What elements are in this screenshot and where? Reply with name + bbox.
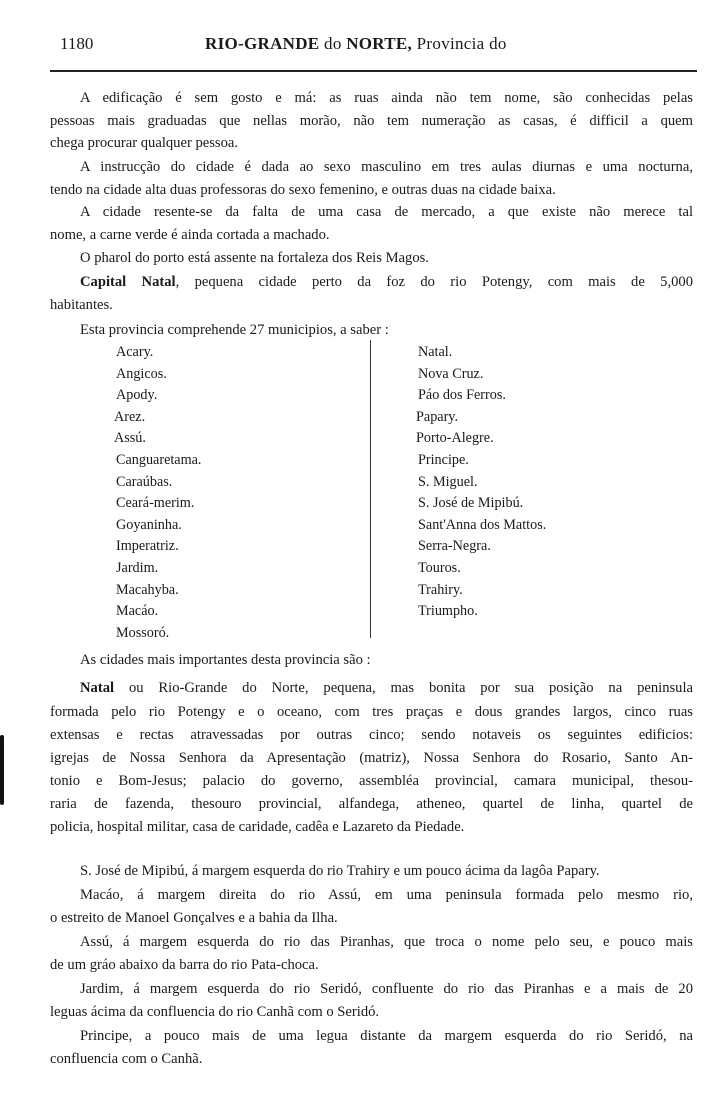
municipio-item: Arez. xyxy=(114,408,146,425)
municipio-item: Papary. xyxy=(416,408,459,425)
line-text: habitantes. xyxy=(50,297,113,313)
municipio-item: Imperatriz. xyxy=(116,538,179,555)
line-text: de um gráo abaixo da barra do rio Pata-choca. xyxy=(50,957,319,973)
text-line xyxy=(50,955,693,975)
text-line xyxy=(50,111,693,131)
text-line xyxy=(80,248,693,268)
line-text: Assú, á margem esquerda do rio das Piranhas, que troca o nome pelo seu, e pouco mais xyxy=(80,934,693,950)
line-text: policia, hospital militar, casa de caridade, cadêa e Lazareto da Piedade. xyxy=(50,819,465,835)
municipio-item: Páo dos Ferros. xyxy=(418,387,506,404)
line-text: confluencia com o Canhã. xyxy=(50,1051,203,1067)
municipio-item: Apody. xyxy=(116,387,158,404)
line-text: o estreito de Manoel Gonçalves e a bahia da Ilha. xyxy=(50,910,338,926)
text-line xyxy=(80,650,693,670)
column-divider xyxy=(370,340,371,638)
text-line xyxy=(50,748,693,768)
line-text: Esta provincia comprehende 27 municipios, a saber : xyxy=(80,322,389,338)
text-line xyxy=(80,88,693,108)
header-title-small: do xyxy=(324,34,342,53)
line-text: raria de fazenda, thesouro provincial, alfandega, atheneo, quartel de linha, quartel de xyxy=(50,796,693,812)
municipio-item: Principe. xyxy=(418,452,469,468)
municipio-item: Nova Cruz. xyxy=(418,365,484,382)
municipio-item: Macáo. xyxy=(116,603,159,620)
bold-term: Capital Natal xyxy=(80,274,176,290)
header-title-bold: RIO-GRANDE xyxy=(205,34,320,53)
line-text: tendo na cidade alta duas professoras do sexo femenino, e outras duas na cidade baixa. xyxy=(50,182,556,198)
municipio-item: Mossoró. xyxy=(116,624,170,641)
municipio-item: Porto-Alegre. xyxy=(416,430,494,447)
municipio-item: Sant'Anna dos Mattos. xyxy=(418,516,547,533)
municipio-item: Triumpho. xyxy=(418,603,478,620)
text-line xyxy=(80,678,693,698)
text-line xyxy=(80,272,693,292)
line-text: S. José de Mipibú, á margem esquerda do rio Trahiry e um pouco ácima da lagôa Papary. xyxy=(80,863,600,879)
line-text: ou Rio-Grande do Norte, pequena, mas bonita por sua posição na peninsula xyxy=(114,680,693,696)
municipio-item: Touros. xyxy=(418,560,461,576)
line-text: nome, a carne verde é ainda cortada a machado. xyxy=(50,227,330,243)
line-text: A edificação é sem gosto e má: as ruas ainda não tem nome, são conhecidas pelas xyxy=(80,90,693,106)
municipio-item: S. Miguel. xyxy=(418,473,478,490)
text-line xyxy=(50,295,693,315)
line-text: A cidade resente-se da falta de uma casa de mercado, a que existe não merece tal xyxy=(80,204,693,220)
municipio-item: Canguaretama. xyxy=(116,452,202,468)
line-text: tonio e Bom-Jesus; palacio do governo, assembléa provincial, camara municipal, thesou- xyxy=(50,773,693,789)
text-line xyxy=(50,225,693,245)
line-text: igrejas de Nossa Senhora da Apresentação (matriz), Nossa Senhora do Rosario, Santo An- xyxy=(50,750,693,766)
line-text: , pequena cidade perto da foz do rio Potengy, com mais de 5,000 xyxy=(175,274,693,290)
text-line xyxy=(50,908,693,928)
line-text: Macáo, á margem direita do rio Assú, em uma peninsula formada pelo mesmo rio, xyxy=(80,887,693,903)
text-line xyxy=(50,771,693,791)
text-line xyxy=(80,861,693,881)
text-line xyxy=(50,133,693,153)
text-line xyxy=(50,725,693,745)
running-header xyxy=(205,34,507,54)
municipio-item: Assú. xyxy=(114,430,146,447)
municipio-item: Acary. xyxy=(116,344,154,360)
line-text: O pharol do porto está assente na fortaleza dos Reis Magos. xyxy=(80,250,429,266)
text-line xyxy=(50,180,693,200)
line-text: leguas ácima da confluencia do rio Canhã com o Seridó. xyxy=(50,1004,380,1020)
municipio-item: Angicos. xyxy=(116,365,167,382)
text-line xyxy=(80,885,693,905)
header-rule xyxy=(50,70,697,72)
municipio-item: Trahiry. xyxy=(418,581,463,598)
text-line xyxy=(50,794,693,814)
line-text: pessoas mais graduadas que nellas morão, não tem numeração as casas, é difficil a quem xyxy=(50,113,693,129)
line-text: Principe, a pouco mais de uma legua distante da margem esquerda do rio Seridó, na xyxy=(80,1028,693,1044)
text-line xyxy=(80,202,693,222)
municipio-item: Jardim. xyxy=(116,560,159,576)
text-line xyxy=(50,817,693,837)
municipio-item: Ceará-merim. xyxy=(116,495,195,512)
binding-mark xyxy=(0,735,4,805)
line-text: formada pelo rio Potengy e o oceano, com tres praças e dous grandes largos, cinco ruas xyxy=(50,704,693,720)
municipio-item: Caraúbas. xyxy=(116,473,173,490)
municipio-item: Macahyba. xyxy=(116,581,179,598)
text-line xyxy=(80,979,693,999)
line-text: A instrucção do cidade é dada ao sexo masculino em tres aulas diurnas e uma nocturna, xyxy=(80,159,693,175)
text-line xyxy=(50,702,693,722)
line-text: chega procurar qualquer pessoa. xyxy=(50,135,239,151)
header-title-bold-2: NORTE, xyxy=(346,34,413,53)
text-line xyxy=(80,157,693,177)
municipio-item: Natal. xyxy=(418,344,453,360)
text-line xyxy=(50,1002,693,1022)
line-text: As cidades mais importantes desta provincia são : xyxy=(80,652,371,668)
municipio-item: Goyaninha. xyxy=(116,516,182,533)
text-line xyxy=(80,932,693,952)
text-line xyxy=(50,1049,693,1069)
line-text: Jardim, á margem esquerda do rio Seridó, confluente do rio das Piranhas e a mais de 20 xyxy=(80,981,693,997)
line-text: extensas e rectas atravessadas por outras cinco; sendo notaveis os seguintes edificios: xyxy=(50,727,693,743)
text-line xyxy=(80,1026,693,1046)
bold-term: Natal xyxy=(80,680,115,696)
header-title-rest: Provincia do xyxy=(416,34,507,53)
municipio-item: S. José de Mipibú. xyxy=(418,495,524,512)
text-line xyxy=(80,320,693,340)
page-number: 1180 xyxy=(60,34,94,53)
municipio-item: Serra-Negra. xyxy=(418,538,491,555)
